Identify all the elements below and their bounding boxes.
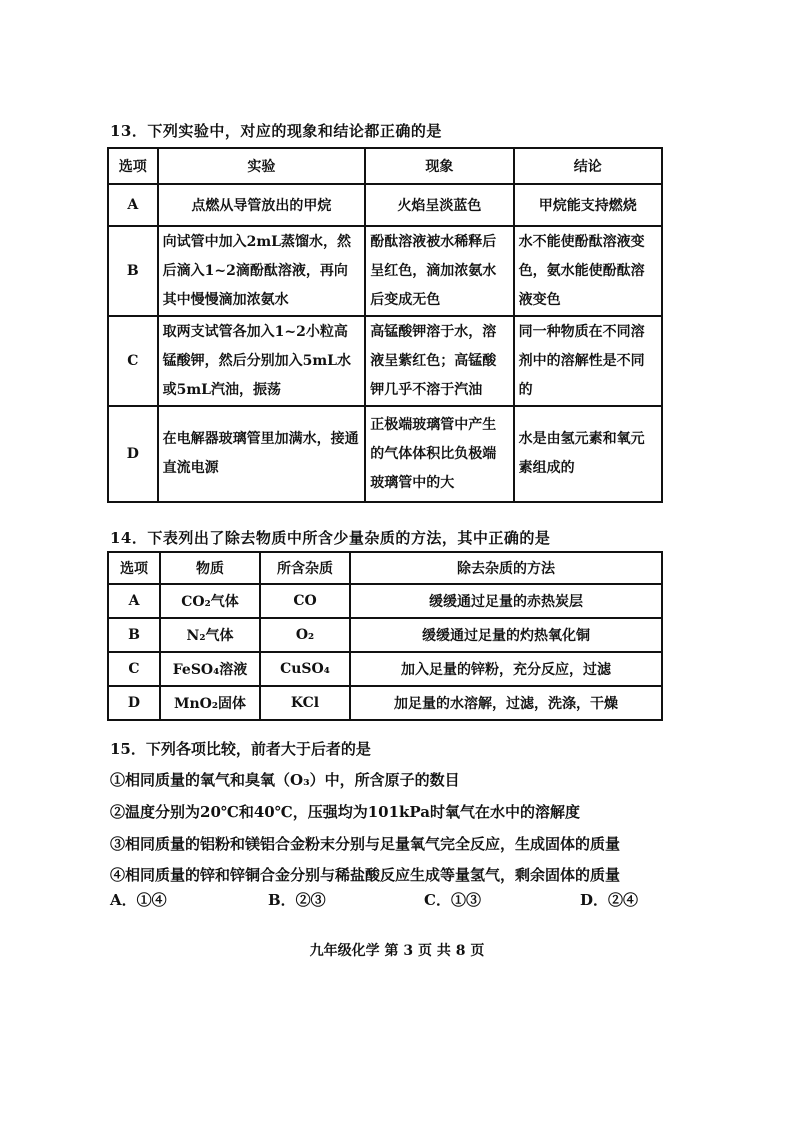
q13-phenomenon: 正极端玻璃管中产生的气体体积比负极端玻璃管中的大 xyxy=(365,406,513,502)
q14-impurity: O₂ xyxy=(260,618,350,652)
page-footer: 九年级化学 第 3 页 共 8 页 xyxy=(309,943,485,959)
q13-header-phenomenon: 现象 xyxy=(365,148,513,184)
q13-conclusion: 水是由氢元素和氧元素组成的 xyxy=(514,406,662,502)
q13-title: 13．下列实验中，对应的现象和结论都正确的是 xyxy=(110,122,442,140)
q13-conclusion: 水不能使酚酞溶液变色，氨水能使酚酞溶液变色 xyxy=(514,226,662,316)
q14-row-d xyxy=(108,686,662,720)
q14-impurity: KCl xyxy=(260,686,350,720)
q13-table xyxy=(107,147,663,503)
q14-method: 加入足量的锌粉，充分反应，过滤 xyxy=(350,652,662,686)
q14-substance: FeSO₄溶液 xyxy=(160,652,260,686)
q13-row-a xyxy=(108,184,662,226)
q14-option: A xyxy=(108,584,160,618)
q14-substance: N₂气体 xyxy=(160,618,260,652)
q14-header-substance: 物质 xyxy=(160,552,260,584)
q14-option: C xyxy=(108,652,160,686)
q15-choice-b: B．②③ xyxy=(268,891,326,909)
q15-item-3: ③相同质量的铝粉和镁铝合金粉末分别与足量氧气完全反应，生成固体的质量 xyxy=(110,835,621,853)
q14-impurity: CO xyxy=(260,584,350,618)
q13-header-option: 选项 xyxy=(108,148,158,184)
q15-item-1: ①相同质量的氧气和臭氧（O₃）中，所含原子的数目 xyxy=(110,771,460,789)
q15-choice-d: D．②④ xyxy=(580,891,639,909)
q14-header-option: 选项 xyxy=(108,552,160,584)
q13-header-experiment: 实验 xyxy=(158,148,366,184)
q14-row-a xyxy=(108,584,662,618)
q14-substance: MnO₂固体 xyxy=(160,686,260,720)
q14-row-b xyxy=(108,618,662,652)
q14-title: 14．下表列出了除去物质中所含少量杂质的方法，其中正确的是 xyxy=(110,529,551,547)
q13-experiment: 向试管中加入2mL蒸馏水，然后滴入1~2滴酚酞溶液，再向其中慢慢滴加浓氨水 xyxy=(158,226,366,316)
q13-conclusion: 甲烷能支持燃烧 xyxy=(514,184,662,226)
q15-item-2: ②温度分别为20℃和40℃，压强均为101kPa时氧气在水中的溶解度 xyxy=(110,803,580,821)
q15-title: 15．下列各项比较，前者大于后者的是 xyxy=(110,740,371,758)
q13-option: C xyxy=(108,316,158,406)
q13-row-b xyxy=(108,226,662,316)
q13-experiment: 点燃从导管放出的甲烷 xyxy=(158,184,366,226)
q14-method: 缓缓通过足量的赤热炭层 xyxy=(350,584,662,618)
q13-option: D xyxy=(108,406,158,502)
q15-choice-a: A．①④ xyxy=(110,891,167,909)
q13-header-conclusion: 结论 xyxy=(514,148,662,184)
q13-row-c xyxy=(108,316,662,406)
q13-option: A xyxy=(108,184,158,226)
q14-table xyxy=(107,551,663,721)
q13-phenomenon: 火焰呈淡蓝色 xyxy=(365,184,513,226)
q15-item-4: ④相同质量的锌和锌铜合金分别与稀盐酸反应生成等量氢气，剩余固体的质量 xyxy=(110,866,621,884)
q14-row-c xyxy=(108,652,662,686)
q14-header-method: 除去杂质的方法 xyxy=(350,552,662,584)
q14-header-row xyxy=(108,552,662,584)
q13-conclusion: 同一种物质在不同溶剂中的溶解性是不同的 xyxy=(514,316,662,406)
q14-method: 加足量的水溶解，过滤，洗涤，干燥 xyxy=(350,686,662,720)
q14-option: B xyxy=(108,618,160,652)
q13-experiment: 在电解器玻璃管里加满水，接通直流电源 xyxy=(158,406,366,502)
q14-method: 缓缓通过足量的灼热氧化铜 xyxy=(350,618,662,652)
q14-substance: CO₂气体 xyxy=(160,584,260,618)
q15-choice-c: C．①③ xyxy=(424,891,481,909)
q14-impurity: CuSO₄ xyxy=(260,652,350,686)
q14-option: D xyxy=(108,686,160,720)
q13-phenomenon: 酚酞溶液被水稀释后呈红色，滴加浓氨水后变成无色 xyxy=(365,226,513,316)
q13-row-d xyxy=(108,406,662,502)
q13-phenomenon: 高锰酸钾溶于水，溶液呈紫红色；高锰酸钾几乎不溶于汽油 xyxy=(365,316,513,406)
q13-header-row xyxy=(108,148,662,184)
q13-option: B xyxy=(108,226,158,316)
q13-experiment: 取两支试管各加入1~2小粒高锰酸钾，然后分别加入5mL水或5mL汽油，振荡 xyxy=(158,316,366,406)
q14-header-impurity: 所含杂质 xyxy=(260,552,350,584)
